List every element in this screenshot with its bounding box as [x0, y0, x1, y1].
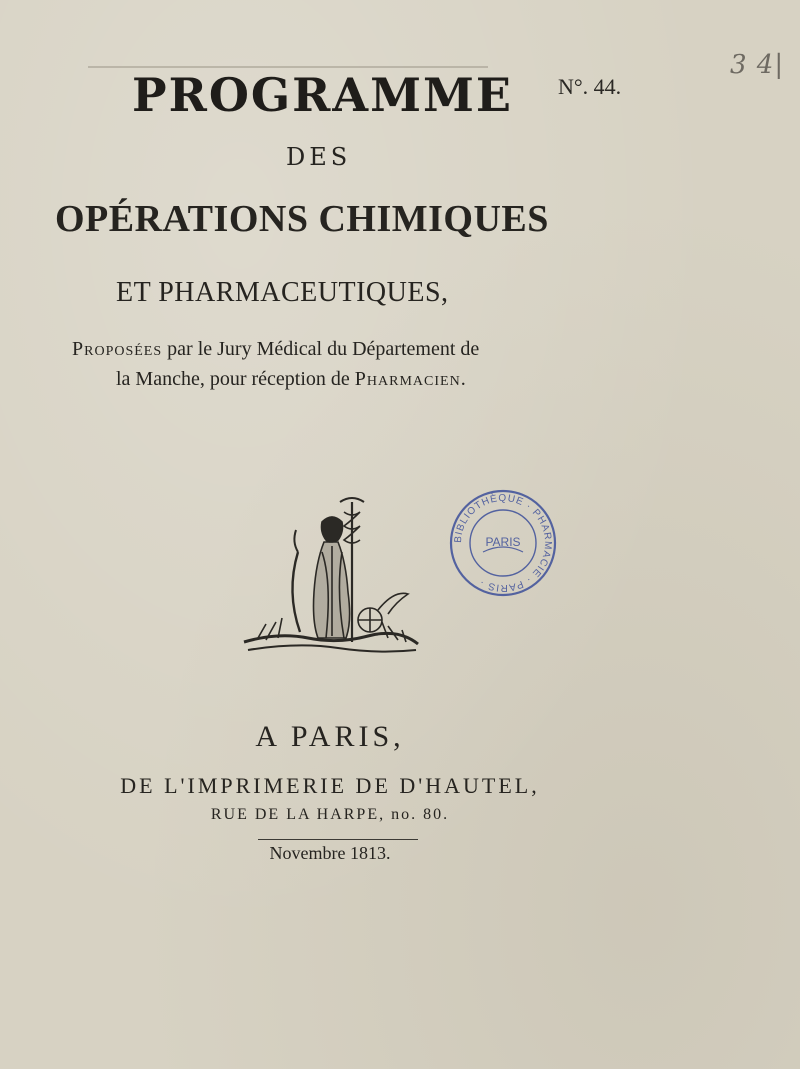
printer-vignette-illustration	[238, 492, 422, 664]
proposal-line-2-end: .	[460, 368, 466, 390]
imprint-city: A PARIS,	[255, 720, 405, 753]
subtitle-des: DES	[286, 143, 352, 171]
imprint-rule	[258, 839, 418, 840]
document-number: N°. 44.	[558, 74, 622, 99]
proposees-word: Proposées	[72, 338, 163, 360]
imprint-street: RUE DE LA HARPE, no. 80.	[210, 806, 450, 823]
stamp-center-text: PARIS	[485, 535, 521, 549]
heading-line-2: ET PHARMACEUTIQUES,	[116, 277, 449, 308]
proposal-line-1	[72, 338, 479, 361]
library-stamp	[448, 488, 558, 598]
heading-line-1: OPÉRATIONS CHIMIQUES	[55, 198, 549, 240]
handwritten-note: 3 4|	[730, 50, 785, 80]
imprint-date: Novembre 1813.	[269, 843, 391, 863]
stamp-ring-text: BIBLIOTHÈQUE · PHARMACIE · PARIS ·	[452, 492, 554, 594]
proposal-line-2	[116, 368, 466, 391]
imprint-printer: DE L'IMPRIMERIE DE D'HAUTEL,	[120, 773, 540, 798]
pharmacien-word: Pharmacien	[354, 368, 461, 390]
proposal-line-1-text: par le Jury Médical du Département de	[162, 338, 480, 360]
document-title: PROGRAMME	[132, 68, 513, 122]
proposal-line-2-text: la Manche, pour réception de	[116, 368, 355, 390]
